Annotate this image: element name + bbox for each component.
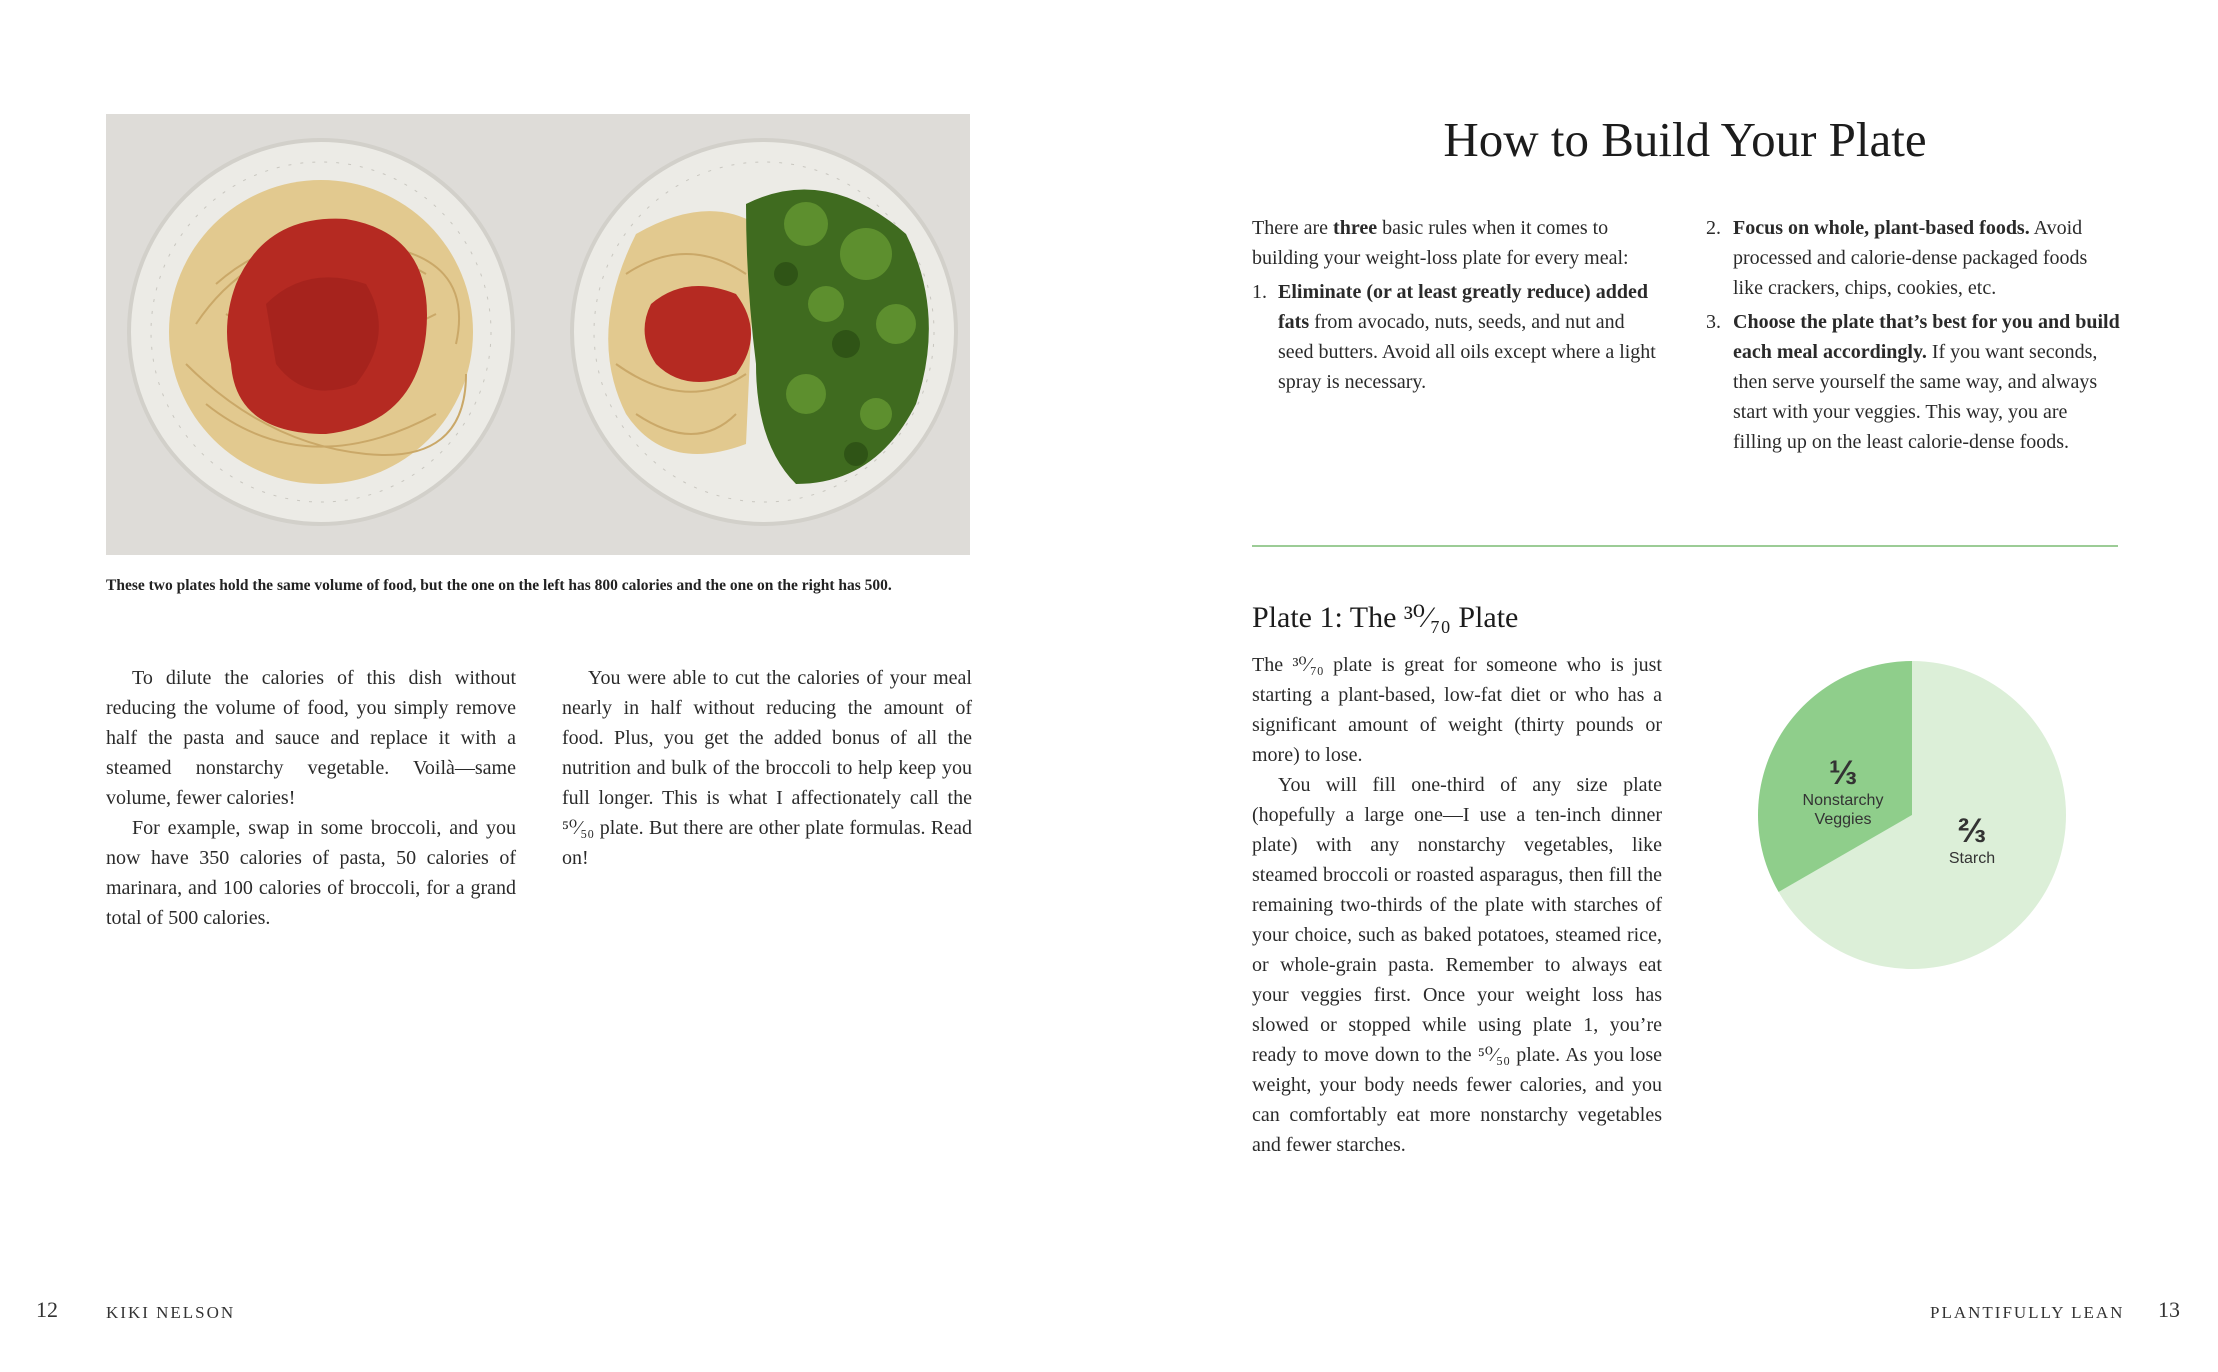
- intro-bold: three: [1333, 217, 1378, 239]
- pie-label-starch: [1922, 813, 2022, 868]
- plate-description: [1252, 650, 1662, 1160]
- rule-item: [1706, 307, 2120, 457]
- rule-number: 3.: [1706, 311, 1721, 333]
- intro-text: [1252, 213, 1662, 273]
- plate-pie-chart: [1752, 655, 2072, 975]
- right-sauce: [645, 286, 751, 382]
- left-column-2: [562, 663, 972, 873]
- rule-text: from avocado, nuts, seeds, and nut and seed butters. Avoid all oils except where a light spray is necessary.: [1278, 311, 1656, 393]
- rules-column-1: [1252, 213, 1662, 397]
- plates-illustration: [106, 114, 970, 555]
- paragraph: To dilute the calories of this dish without reducing the volume of food, you simply remove half the pasta and sauce and replace it with a steamed nonstarchy vegetable. Voilà—same volume, fewer calories!: [106, 667, 516, 809]
- paragraph: For example, swap in some broccoli, and you now have 350 calories of pasta, 50 calories of marinara, and 100 calories of broccoli, for a grand total of 500 calories.: [106, 817, 516, 929]
- section-divider: [1252, 545, 2118, 547]
- pie-text-starch: Starch: [1948, 850, 1996, 867]
- rule-text: Avoid processed and calorie-dense packaged foods like crackers, chips, cookies, etc.: [1733, 217, 2088, 299]
- rule-number: 1.: [1252, 281, 1267, 303]
- photo-caption: These two plates hold the same volume of food, but the one on the left has 800 calories and the one on the right has 500.: [106, 577, 892, 594]
- page-number-left: 12: [36, 1297, 58, 1322]
- paragraph: The ³⁰⁄₇₀ plate is great for someone who is just starting a plant-based, low-fat diet or who has a significant amount of weight (thirty pounds or more) to lose.: [1252, 654, 1662, 766]
- rule-bold: Choose the plate that’s best for you and build each meal accordingly.: [1733, 311, 2120, 363]
- rules-column-2: [1706, 213, 2120, 457]
- rule-item: [1706, 213, 2120, 303]
- pie-label-veggies: [1778, 755, 1908, 829]
- page-title: How to Build Your Plate: [1443, 112, 1927, 167]
- rule-item: [1252, 277, 1662, 397]
- page-number-right: 13: [2158, 1297, 2180, 1322]
- paragraph: You will fill one-third of any size plate (hopefully a large one—I use a ten-inch dinner plate) with any nonstarchy vegetables, like steamed broccoli or roasted asparagus, then fill the remaining two-thirds of the plate with starches of your choice, such as baked potatoes, steamed rice, or whole-grain pasta. Remember to always eat your veggies first. Once your weight loss has slowed or stopped while using plate 1, you’re ready to move down to the ⁵⁰⁄₅₀ plate. As you lose weight, your body needs fewer calories, and you can comfortably eat more nonstarchy vegetables and fewer starches.: [1252, 774, 1662, 1156]
- intro-pre: There are: [1252, 217, 1334, 239]
- rule-text: If you want seconds, then serve yourself the same way, and always start with your veggies. This way, you are filling up on the least calorie-dense foods.: [1733, 341, 2098, 453]
- paragraph: You were able to cut the calories of your meal nearly in half without reducing the amount of food. Plus, you get the added bonus of all the nutrition and bulk of the broccoli to help keep you full longer. This is what I affectionately call the ⁵⁰⁄₅₀ plate. But there are other plate formulas. Read on!: [562, 667, 972, 869]
- plate-heading: Plate 1: The ³⁰⁄₇₀ Plate: [1252, 601, 1519, 634]
- pie-text-veggies: Nonstarchy Veggies: [1802, 792, 1884, 828]
- running-head-right: PLANTIFULLY LEAN: [1930, 1303, 2125, 1322]
- intro-post: basic rules when it comes to building your weight-loss plate for every meal:: [1252, 217, 1629, 269]
- left-column-1: [106, 663, 516, 933]
- pie-fraction-veggies: ⅓: [1828, 754, 1858, 792]
- rule-bold: Eliminate (or at least greatly reduce) added fats: [1278, 281, 1648, 333]
- spaghetti-plates-photo: [106, 114, 970, 555]
- rule-number: 2.: [1706, 217, 1721, 239]
- rule-bold: Focus on whole, plant-based foods.: [1733, 217, 2030, 239]
- running-head-left: KIKI NELSON: [106, 1303, 236, 1322]
- pie-fraction-starch: ⅔: [1957, 812, 1987, 850]
